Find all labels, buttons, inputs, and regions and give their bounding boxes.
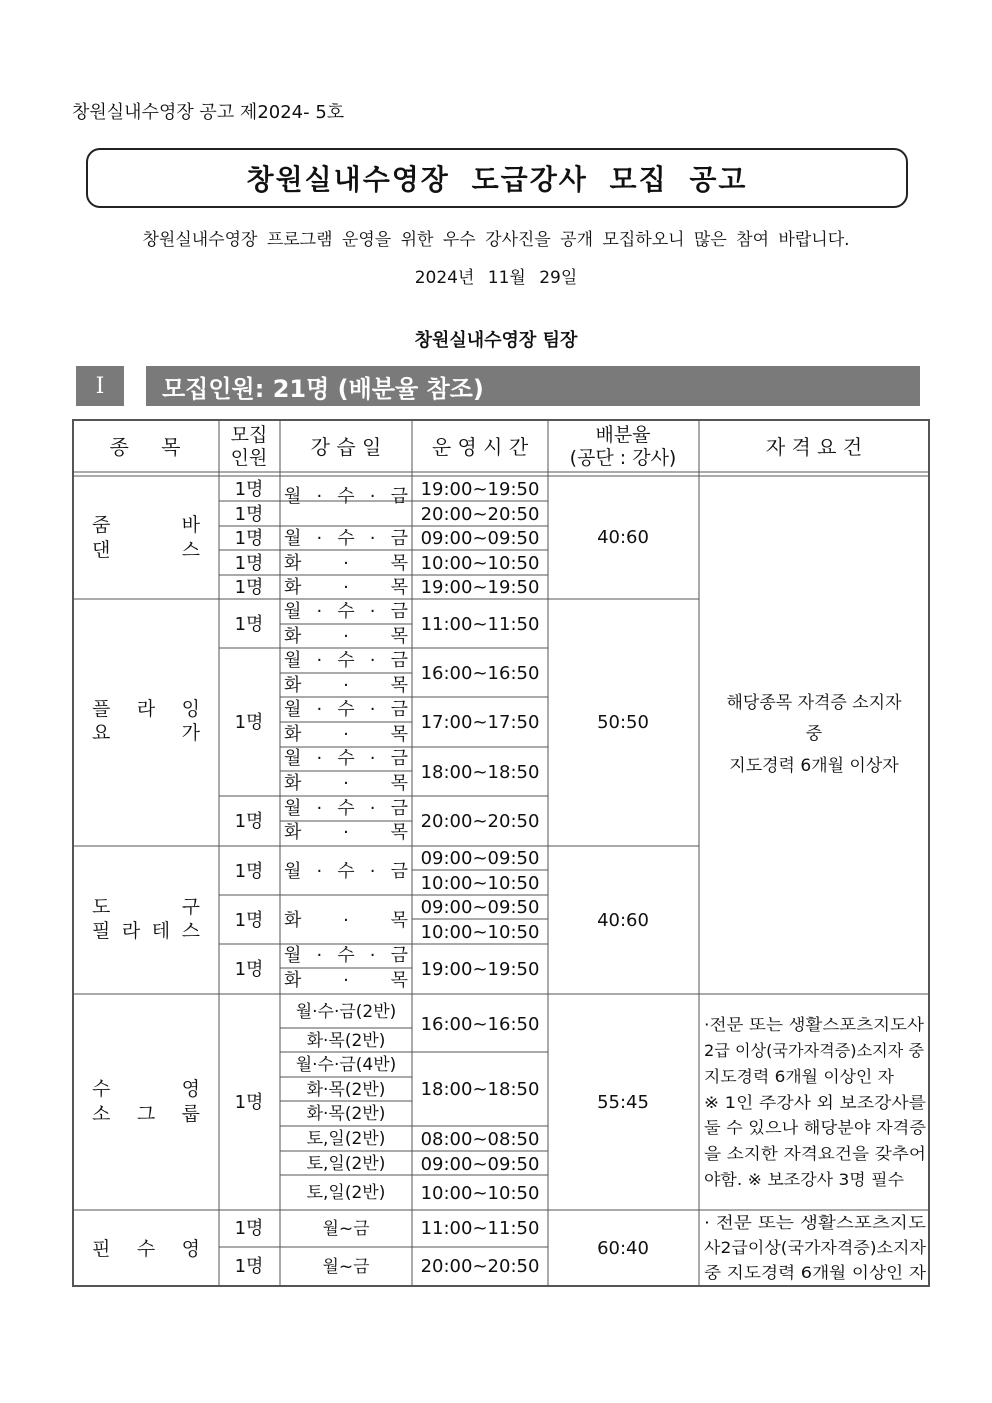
- notice-number: 창원실내수영장 공고 제2024- 5호: [72, 102, 345, 123]
- days-cell: 월 · 수 · 금: [284, 945, 408, 966]
- ratio-cell: 50:50: [597, 712, 649, 733]
- days-cell: 월·수·금(2반): [295, 1002, 397, 1022]
- days-cell: 화 · 목: [284, 970, 408, 991]
- days-cell: 토,일(2반): [306, 1154, 386, 1174]
- time-cell: 08:00~08:50: [420, 1129, 540, 1150]
- days-cell: 화 · 목: [284, 910, 408, 931]
- days-cell: 월~금: [322, 1257, 370, 1277]
- qual-fin-line: 사2급이상(국가자격증)소지자: [704, 1238, 927, 1257]
- count-cell: 1명: [234, 504, 264, 525]
- intro-text: 창원실내수영장 프로그램 운영을 위한 우수 강사진을 공개 모집하오니 많은 참여 바랍니다.: [142, 230, 850, 250]
- count-cell: 1명: [234, 479, 264, 500]
- days-cell: 화 · 목: [284, 724, 408, 745]
- count-cell: 1명: [234, 1218, 264, 1239]
- time-cell: 20:00~20:50: [420, 811, 540, 832]
- count-cell: 1명: [234, 712, 264, 733]
- days-cell: 월 · 수 · 금: [284, 528, 408, 549]
- count-cell: 1명: [234, 811, 264, 832]
- days-cell: 월·수·금(4반): [295, 1055, 397, 1075]
- qual-swim-line: ※ 1인 주강사 외 보조강사를: [704, 1093, 927, 1112]
- sport-swim-1: 수영: [92, 1078, 200, 1100]
- time-cell: 10:00~10:50: [420, 553, 540, 574]
- time-cell: 18:00~18:50: [420, 762, 540, 783]
- sport-fin: 핀수영: [92, 1238, 200, 1260]
- header-sport: 종 목: [109, 435, 181, 459]
- time-cell: 09:00~09:50: [420, 848, 540, 869]
- days-cell: 월 · 수 · 금: [284, 861, 408, 882]
- days-cell: 화 · 목: [284, 626, 408, 647]
- ratio-cell: 55:45: [597, 1092, 649, 1113]
- time-cell: 19:00~19:50: [420, 479, 540, 500]
- time-cell: 19:00~19:50: [420, 577, 540, 598]
- count-cell: 1명: [234, 1092, 264, 1113]
- time-cell: 18:00~18:50: [420, 1079, 540, 1100]
- sport-yoga-2: 요가: [92, 722, 200, 744]
- time-cell: 19:00~19:50: [420, 959, 540, 980]
- days-cell: 토,일(2반): [306, 1183, 386, 1203]
- qual-swim-line: 2급 이상(국가자격증)소지자 중: [704, 1041, 925, 1060]
- notice-date: 2024년 11월 29일: [414, 268, 578, 288]
- count-cell: 1명: [234, 1256, 264, 1277]
- time-cell: 20:00~20:50: [420, 1256, 540, 1277]
- ratio-cell: 60:40: [597, 1238, 649, 1259]
- days-cell: 화·목(2반): [306, 1080, 386, 1100]
- header-ratio-2: (공단 : 강사): [569, 447, 677, 469]
- qual-swim-line: 을 소지한 자격요건을 갖추어: [704, 1144, 926, 1163]
- sport-swim-2: 소그룹: [92, 1103, 200, 1125]
- days-cell: 월 · 수 · 금: [284, 486, 408, 507]
- time-cell: 10:00~10:50: [420, 922, 540, 943]
- recruitment-table: [72, 419, 930, 1287]
- days-cell: 화 · 목: [284, 675, 408, 696]
- section-title: 모집인원: 21명 (배분율 참조): [146, 366, 920, 406]
- qual-swim-line: ·전문 또는 생활스포츠지도사: [704, 1015, 925, 1034]
- days-cell: 월 · 수 · 금: [284, 748, 408, 769]
- qual-general-line: 해당종목 자격증 소지자: [726, 693, 902, 713]
- time-cell: 16:00~16:50: [420, 663, 540, 684]
- qual-fin-line: · 전문 또는 생활스포츠지도: [704, 1213, 927, 1232]
- sport-yoga-1: 플라잉: [92, 698, 200, 720]
- days-cell: 화·목(2반): [306, 1031, 386, 1051]
- header-count-1: 모집: [230, 424, 268, 446]
- sport-zumba-1: 줌바: [92, 514, 200, 536]
- time-cell: 17:00~17:50: [420, 712, 540, 733]
- time-cell: 09:00~09:50: [420, 1154, 540, 1175]
- count-cell: 1명: [234, 910, 264, 931]
- count-cell: 1명: [234, 959, 264, 980]
- ratio-cell: 40:60: [597, 527, 649, 548]
- page-title: 창원실내수영장 도급강사 모집 공고: [246, 163, 748, 196]
- time-cell: 09:00~09:50: [420, 528, 540, 549]
- days-cell: 화 · 목: [284, 553, 408, 574]
- days-cell: 월 · 수 · 금: [284, 650, 408, 671]
- days-cell: 화·목(2반): [306, 1104, 386, 1124]
- qual-swim-line: 지도경력 6개월 이상인 자: [704, 1067, 895, 1086]
- days-cell: 월~금: [322, 1219, 370, 1239]
- qual-general-line: 중: [805, 724, 823, 744]
- time-cell: 11:00~11:50: [420, 1218, 540, 1239]
- title-box: [86, 148, 908, 208]
- days-cell: 토,일(2반): [306, 1129, 386, 1149]
- sport-pilates-1: 도구: [92, 896, 200, 918]
- days-cell: 월 · 수 · 금: [284, 699, 408, 720]
- sport-zumba-2: 댄스: [92, 539, 200, 561]
- qual-swim-line: 야함. ※ 보조강사 3명 필수: [704, 1170, 905, 1189]
- recruitment-table-grid: [72, 419, 930, 1287]
- days-cell: 화 · 목: [284, 773, 408, 794]
- header-qual: 자 격 요 건: [765, 435, 863, 459]
- time-cell: 10:00~10:50: [420, 873, 540, 894]
- header-ratio-1: 배분율: [595, 424, 651, 446]
- issuer: 창원실내수영장 팀장: [414, 330, 578, 351]
- time-cell: 09:00~09:50: [420, 897, 540, 918]
- days-cell: 월 · 수 · 금: [284, 601, 408, 622]
- sport-pilates-2: 필라테스: [92, 920, 200, 942]
- days-cell: 화 · 목: [284, 822, 408, 843]
- ratio-cell: 40:60: [597, 910, 649, 931]
- count-cell: 1명: [234, 528, 264, 549]
- days-cell: 월 · 수 · 금: [284, 798, 408, 819]
- header-time: 운 영 시 간: [431, 435, 529, 459]
- header-count-2: 인원: [230, 447, 268, 469]
- time-cell: 20:00~20:50: [420, 504, 540, 525]
- count-cell: 1명: [234, 861, 264, 882]
- days-cell: 화 · 목: [284, 577, 408, 598]
- time-cell: 16:00~16:50: [420, 1014, 540, 1035]
- qual-swim-line: 둘 수 있으나 해당분야 자격증: [704, 1118, 927, 1137]
- time-cell: 10:00~10:50: [420, 1183, 540, 1204]
- time-cell: 11:00~11:50: [420, 614, 540, 635]
- count-cell: 1명: [234, 553, 264, 574]
- qual-general-line: 지도경력 6개월 이상자: [729, 756, 899, 776]
- header-days: 강 습 일: [310, 435, 382, 459]
- section-number: Ⅰ: [76, 366, 124, 406]
- count-cell: 1명: [234, 577, 264, 598]
- qual-fin-line: 중 지도경력 6개월 이상인 자: [704, 1263, 927, 1282]
- count-cell: 1명: [234, 614, 264, 635]
